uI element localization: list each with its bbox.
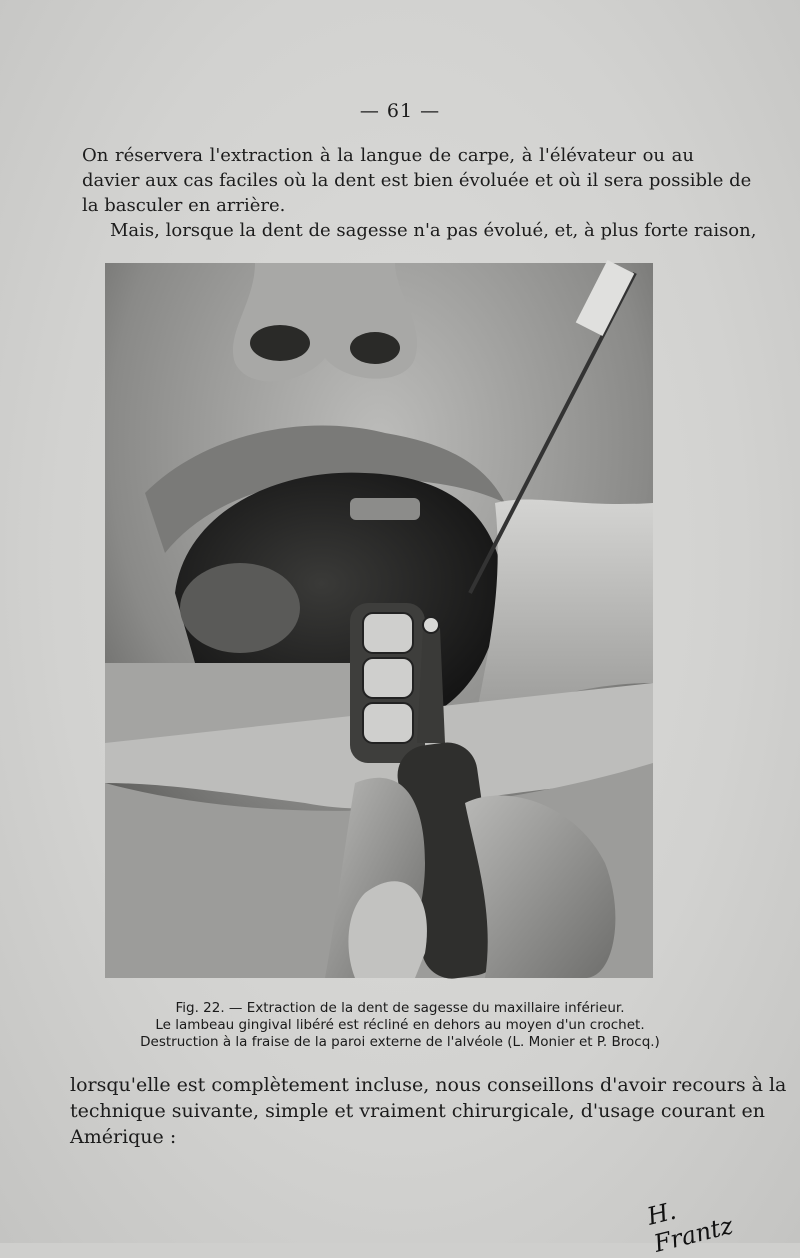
text-line: Amérique : <box>70 1126 177 1148</box>
page-number: — 61 — <box>359 100 441 122</box>
text-line: la basculer en arrière. <box>82 195 286 216</box>
figure-caption <box>0 1000 800 1051</box>
paragraph-top <box>82 143 757 243</box>
text-line: lorsqu'elle est complètement incluse, nous conseillons d'avoir recours à la <box>70 1074 787 1096</box>
paragraph-bottom <box>70 1072 787 1150</box>
text-line: Mais, lorsque la dent de sagesse n'a pas évolué, et, à plus forte raison, <box>110 220 757 241</box>
illustration-drawing <box>105 263 653 978</box>
caption-line: Fig. 22. — Extraction de la dent de sagesse du maxillaire inférieur. <box>175 1000 625 1016</box>
artist-signature: H. Frantz <box>644 1196 736 1258</box>
text-line: davier aux cas faciles où la dent est bien évoluée et où il sera possible de <box>82 170 752 191</box>
text-line: On réservera l'extraction à la langue de carpe, à l'élévateur ou au <box>82 145 694 166</box>
text-line: technique suivante, simple et vraiment chirurgicale, d'usage courant en <box>70 1100 765 1122</box>
caption-line: Le lambeau gingival libéré est récliné en dehors au moyen d'un crochet. <box>155 1017 645 1033</box>
caption-line: Destruction à la fraise de la paroi externe de l'alvéole (L. Monier et P. Brocq.) <box>140 1034 660 1050</box>
